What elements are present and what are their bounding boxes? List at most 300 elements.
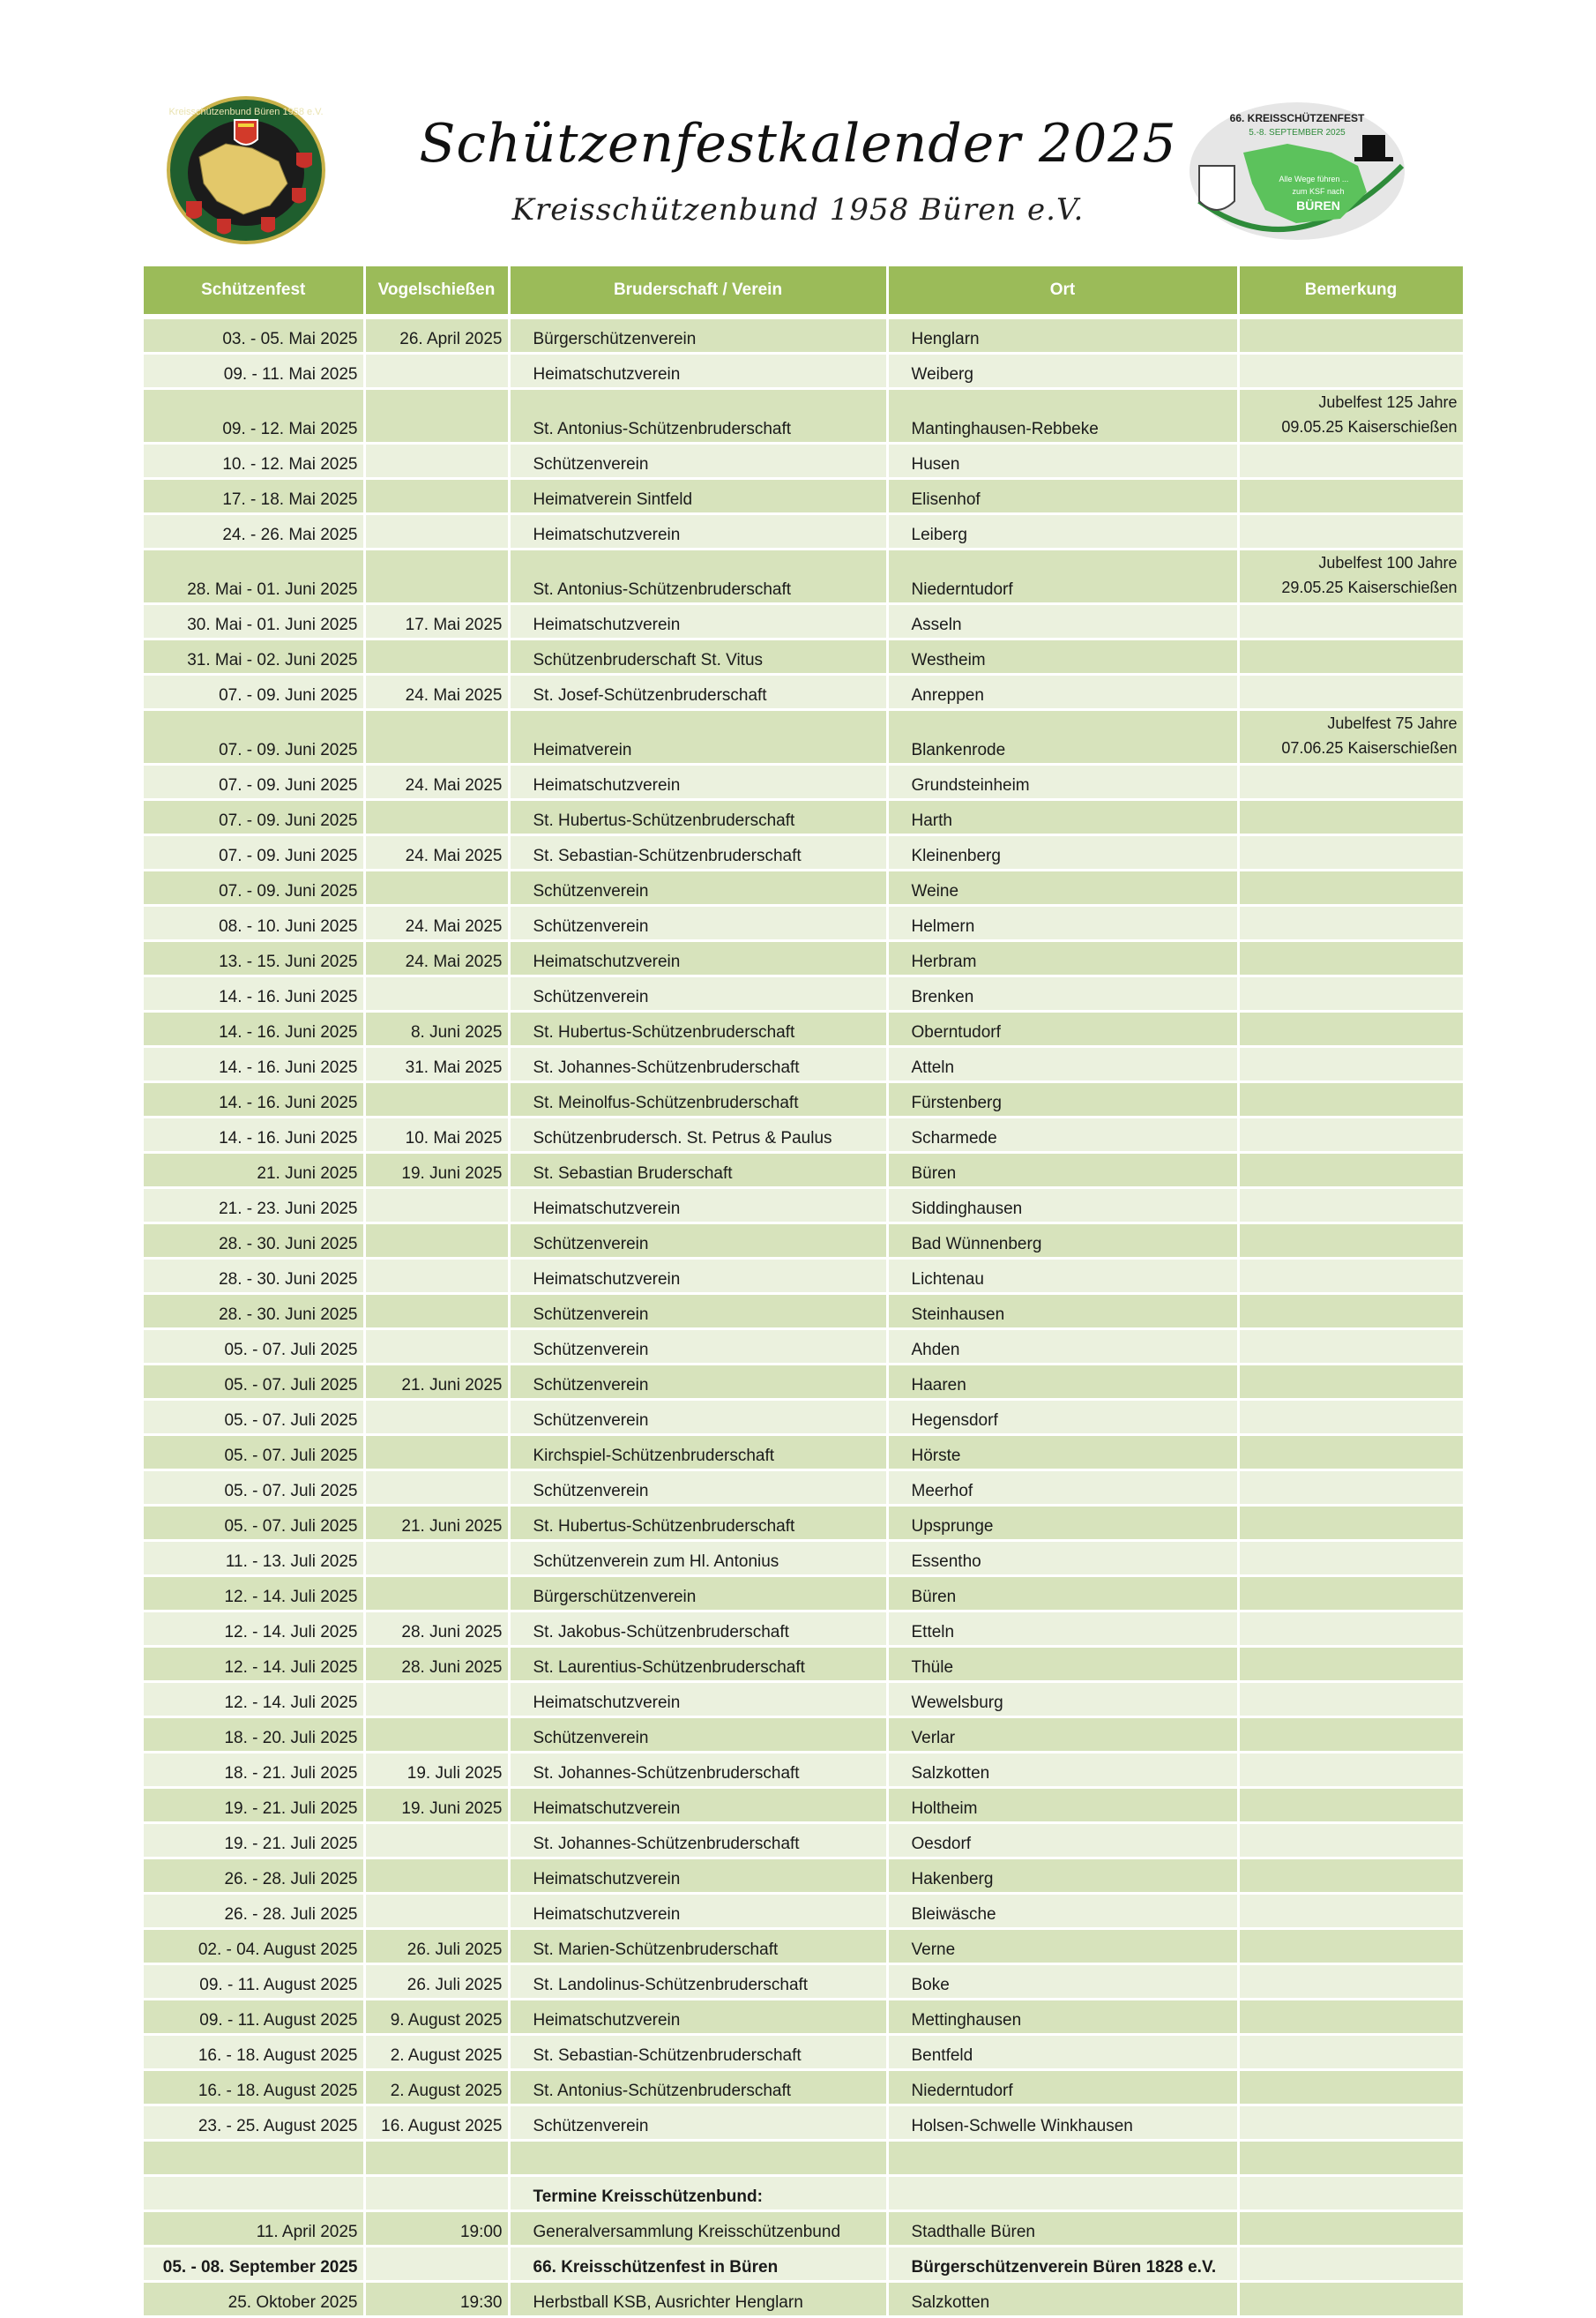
vogelschiessen-cell [364,976,509,1012]
ort-cell: Büren [887,1153,1238,1188]
vogelschiessen-cell: 19:30 [364,2282,509,2317]
date-cell: 26. - 28. Juli 2025 [144,1858,364,1894]
verein-cell: Heimatschutzverein [509,514,887,550]
verein-cell: St. Josef-Schützenbruderschaft [509,675,887,710]
verein-cell: Heimatverein [509,710,887,765]
table-row [144,444,1464,479]
date-cell: 05. - 07. Juli 2025 [144,1400,364,1435]
table-row [144,2000,1464,2035]
table-row [144,1223,1464,1259]
bemerkung-cell [1238,1365,1464,1400]
verein-cell: Heimatverein Sintfeld [509,479,887,514]
table-row [144,2141,1464,2176]
bemerkung-cell [1238,2035,1464,2070]
bemerkung-cell [1238,1153,1464,1188]
table-row [144,1964,1464,2000]
bemerkung-cell [1238,514,1464,550]
table-row [144,1012,1464,1047]
ort-cell: Salzkotten [887,1753,1238,1788]
table-row [144,2070,1464,2105]
ort-cell: Upsprunge [887,1506,1238,1541]
date-cell: 12. - 14. Juli 2025 [144,1647,364,1682]
date-cell: 07. - 09. Juni 2025 [144,675,364,710]
bemerkung-cell [1238,1082,1464,1118]
verein-cell: Schützenverein [509,1717,887,1753]
ort-cell: Grundsteinheim [887,765,1238,800]
vogelschiessen-cell [364,354,509,389]
vogelschiessen-cell [364,1329,509,1365]
bemerkung-line: Jubelfest 100 Jahre [1318,554,1458,572]
table-row [144,604,1464,639]
bemerkung-line: Jubelfest 75 Jahre [1327,714,1458,732]
vogelschiessen-cell: 31. Mai 2025 [364,1047,509,1082]
verein-cell: St. Antonius-Schützenbruderschaft [509,389,887,444]
table-row [144,1259,1464,1294]
ort-cell: Salzkotten [887,2282,1238,2317]
vogelschiessen-cell [364,800,509,835]
vogelschiessen-cell [364,1223,509,1259]
bemerkung-cell [1238,550,1464,604]
ort-cell: Anreppen [887,675,1238,710]
column-header-verein: Bruderschaft / Verein [509,266,887,317]
date-cell: 14. - 16. Juni 2025 [144,1012,364,1047]
verein-cell: Schützenverein [509,1223,887,1259]
table-row [144,1294,1464,1329]
table-row [144,1047,1464,1082]
verein-cell: Schützenbruderschaft St. Vitus [509,639,887,675]
verein-cell: St. Antonius-Schützenbruderschaft [509,550,887,604]
vogelschiessen-cell [364,550,509,604]
table-row [144,710,1464,765]
verein-cell: Schützenverein [509,444,887,479]
verein-cell: 66. Kreisschützenfest in Büren [509,2247,887,2282]
date-cell: 11. April 2025 [144,2211,364,2247]
verein-cell: Herbstball KSB, Ausrichter Henglarn [509,2282,887,2317]
ksb-event-row [144,2282,1464,2317]
verein-cell: Heimatschutzverein [509,941,887,976]
verein-cell: St. Sebastian-Schützenbruderschaft [509,835,887,871]
verein-cell: Schützenverein [509,2105,887,2141]
logo-right-line3: Alle Wege führen ... [1279,175,1349,183]
ort-cell: Etteln [887,1611,1238,1647]
vogelschiessen-cell [364,1188,509,1223]
column-header-bemerkung: Bemerkung [1238,266,1464,317]
bemerkung-cell [1238,1435,1464,1470]
date-cell: 12. - 14. Juli 2025 [144,1682,364,1717]
date-cell: 12. - 14. Juli 2025 [144,1576,364,1611]
verein-cell: St. Meinolfus-Schützenbruderschaft [509,1082,887,1118]
ort-cell [887,2176,1238,2211]
vogelschiessen-cell [364,871,509,906]
bemerkung-cell [1238,1294,1464,1329]
ort-cell: Leiberg [887,514,1238,550]
table-row [144,1470,1464,1506]
date-cell: 19. - 21. Juli 2025 [144,1788,364,1823]
date-cell: 25. Oktober 2025 [144,2282,364,2317]
verein-cell: Schützenbrudersch. St. Petrus & Paulus [509,1118,887,1153]
table-header-row [144,266,1464,317]
bemerkung-cell [1238,1858,1464,1894]
verein-cell: Bürgerschützenverein [509,317,887,354]
ort-cell: Husen [887,444,1238,479]
ort-cell: Kleinenberg [887,835,1238,871]
bemerkung-cell [1238,1717,1464,1753]
date-cell: 18. - 21. Juli 2025 [144,1753,364,1788]
date-cell: 16. - 18. August 2025 [144,2070,364,2105]
date-cell: 23. - 25. August 2025 [144,2105,364,2141]
table-row [144,675,1464,710]
ort-cell: Haaren [887,1365,1238,1400]
kreisschuetzenbund-logo-icon [164,95,328,245]
ort-cell: Holtheim [887,1788,1238,1823]
table-row [144,639,1464,675]
vogelschiessen-cell [364,710,509,765]
bemerkung-cell [1238,765,1464,800]
vogelschiessen-cell: 24. Mai 2025 [364,941,509,976]
table-row [144,1717,1464,1753]
verein-cell: St. Johannes-Schützenbruderschaft [509,1753,887,1788]
bemerkung-cell [1238,1400,1464,1435]
table-row [144,2105,1464,2141]
bemerkung-cell [1238,1964,1464,2000]
date-cell [144,2176,364,2211]
verein-cell: St. Sebastian-Schützenbruderschaft [509,2035,887,2070]
verein-cell: Schützenverein [509,1365,887,1400]
ort-cell: Mantinghausen-Rebbeke [887,389,1238,444]
date-cell: 28. - 30. Juni 2025 [144,1259,364,1294]
table-row [144,1435,1464,1470]
verein-cell: St. Johannes-Schützenbruderschaft [509,1047,887,1082]
date-cell: 11. - 13. Juli 2025 [144,1541,364,1576]
ort-cell: Niederntudorf [887,550,1238,604]
verein-cell: Schützenverein [509,1294,887,1329]
bemerkung-cell [1238,1259,1464,1294]
verein-cell: St. Hubertus-Schützenbruderschaft [509,1506,887,1541]
bemerkung-cell [1238,906,1464,941]
table-row [144,1929,1464,1964]
logo-right-line4: zum KSF nach [1292,187,1345,196]
table-row [144,800,1464,835]
vogelschiessen-cell [364,2141,509,2176]
verein-cell: St. Hubertus-Schützenbruderschaft [509,800,887,835]
bemerkung-cell [1238,1788,1464,1823]
date-cell: 21. Juni 2025 [144,1153,364,1188]
date-cell: 21. - 23. Juni 2025 [144,1188,364,1223]
verein-cell: Generalversammlung Kreisschützenbund [509,2211,887,2247]
bemerkung-cell [1238,354,1464,389]
vogelschiessen-cell: 16. August 2025 [364,2105,509,2141]
bemerkung-cell [1238,1470,1464,1506]
ort-cell: Blankenrode [887,710,1238,765]
table-row [144,1082,1464,1118]
vogelschiessen-cell: 24. Mai 2025 [364,765,509,800]
bemerkung-cell [1238,2211,1464,2247]
date-cell [144,2141,364,2176]
date-cell: 07. - 09. Juni 2025 [144,835,364,871]
bemerkung-cell [1238,2176,1464,2211]
table-row [144,835,1464,871]
verein-cell: St. Hubertus-Schützenbruderschaft [509,1012,887,1047]
vogelschiessen-cell: 2. August 2025 [364,2035,509,2070]
table-body [144,317,1464,2317]
ort-cell: Asseln [887,604,1238,639]
vogelschiessen-cell [364,1858,509,1894]
verein-cell: Heimatschutzverein [509,1682,887,1717]
bemerkung-cell [1238,479,1464,514]
vogelschiessen-cell [364,1259,509,1294]
column-header-schuetzenfest: Schützenfest [144,266,364,317]
date-cell: 28. - 30. Juni 2025 [144,1294,364,1329]
logo-left-text: Kreisschützenbund Büren 1958 e.V. [168,107,324,117]
verein-cell: St. Laurentius-Schützenbruderschaft [509,1647,887,1682]
logo-right-line1: 66. KREISSCHÜTZENFEST [1229,112,1365,124]
verein-cell: Kirchspiel-Schützenbruderschaft [509,1435,887,1470]
verein-cell: Heimatschutzverein [509,604,887,639]
verein-cell: Schützenverein [509,976,887,1012]
ort-cell: Westheim [887,639,1238,675]
bemerkung-line: 07.06.25 Kaiserschießen [1281,739,1458,757]
vogelschiessen-cell [364,1823,509,1858]
verein-cell: Schützenverein [509,1400,887,1435]
table-row [144,1858,1464,1894]
verein-cell: Schützenverein zum Hl. Antonius [509,1541,887,1576]
verein-cell: Heimatschutzverein [509,354,887,389]
vogelschiessen-cell [364,2247,509,2282]
bemerkung-cell [1238,1329,1464,1365]
date-cell: 24. - 26. Mai 2025 [144,514,364,550]
kreisschuetzenfest-logo-icon [1182,95,1413,247]
bemerkung-cell [1238,1188,1464,1223]
ort-cell: Bürgerschützenverein Büren 1828 e.V. [887,2247,1238,2282]
table-row [144,1118,1464,1153]
vogelschiessen-cell: 24. Mai 2025 [364,675,509,710]
ort-cell: Boke [887,1964,1238,2000]
verein-cell: St. Antonius-Schützenbruderschaft [509,2070,887,2105]
bemerkung-cell [1238,1012,1464,1047]
vogelschiessen-cell: 26. April 2025 [364,317,509,354]
table-row [144,1823,1464,1858]
bemerkung-line: 09.05.25 Kaiserschießen [1281,418,1458,436]
verein-cell: Schützenverein [509,871,887,906]
ort-cell: Weine [887,871,1238,906]
table-row [144,1365,1464,1400]
vogelschiessen-cell [364,1294,509,1329]
table-row [144,1753,1464,1788]
vogelschiessen-cell: 19. Juli 2025 [364,1753,509,1788]
ort-cell: Verne [887,1929,1238,1964]
bemerkung-cell [1238,1929,1464,1964]
table-row [144,765,1464,800]
table-row [144,1541,1464,1576]
column-header-ort: Ort [887,266,1238,317]
date-cell: 14. - 16. Juni 2025 [144,1047,364,1082]
verein-cell: Heimatschutzverein [509,1858,887,1894]
ort-cell: Helmern [887,906,1238,941]
table-row [144,550,1464,604]
verein-cell: Schützenverein [509,906,887,941]
verein-cell: Heimatschutzverein [509,1188,887,1223]
vogelschiessen-cell [364,1682,509,1717]
table-row [144,871,1464,906]
bemerkung-cell [1238,1047,1464,1082]
vogelschiessen-cell: 17. Mai 2025 [364,604,509,639]
ort-cell [887,2141,1238,2176]
vogelschiessen-cell: 21. Juni 2025 [364,1365,509,1400]
ksb-heading-row [144,2176,1464,2211]
table-row [144,1153,1464,1188]
table-row [144,1647,1464,1682]
vogelschiessen-cell: 8. Juni 2025 [364,1012,509,1047]
bemerkung-cell [1238,2141,1464,2176]
bemerkung-cell [1238,2105,1464,2141]
ort-cell: Stadthalle Büren [887,2211,1238,2247]
date-cell: 03. - 05. Mai 2025 [144,317,364,354]
date-cell: 07. - 09. Juni 2025 [144,871,364,906]
verein-cell [509,2141,887,2176]
page-title: Schützenfestkalender 2025 [419,113,1177,175]
bemerkung-cell [1238,1506,1464,1541]
vogelschiessen-cell [364,639,509,675]
vogelschiessen-cell: 28. Juni 2025 [364,1647,509,1682]
bemerkung-cell [1238,1118,1464,1153]
vogelschiessen-cell [364,1541,509,1576]
date-cell: 10. - 12. Mai 2025 [144,444,364,479]
table-row [144,389,1464,444]
vogelschiessen-cell: 19. Juni 2025 [364,1788,509,1823]
date-cell: 17. - 18. Mai 2025 [144,479,364,514]
table-row [144,2035,1464,2070]
ort-cell: Bentfeld [887,2035,1238,2070]
date-cell: 31. Mai - 02. Juni 2025 [144,639,364,675]
column-header-vogelschiessen: Vogelschießen [364,266,509,317]
table-row [144,941,1464,976]
table-row [144,1788,1464,1823]
vogelschiessen-cell: 10. Mai 2025 [364,1118,509,1153]
vogelschiessen-cell [364,389,509,444]
table-row [144,1188,1464,1223]
ort-cell: Hegensdorf [887,1400,1238,1435]
table-row [144,1576,1464,1611]
table-row [144,1400,1464,1435]
bemerkung-cell [1238,871,1464,906]
table-row [144,479,1464,514]
verein-cell: Heimatschutzverein [509,765,887,800]
ort-cell: Bad Wünnenberg [887,1223,1238,1259]
page-header [0,0,1596,265]
ort-cell: Hörste [887,1435,1238,1470]
verein-cell: St. Marien-Schützenbruderschaft [509,1929,887,1964]
vogelschiessen-cell [364,1894,509,1929]
bemerkung-cell [1238,604,1464,639]
ort-cell: Essentho [887,1541,1238,1576]
vogelschiessen-cell: 24. Mai 2025 [364,835,509,871]
date-cell: 09. - 11. Mai 2025 [144,354,364,389]
bemerkung-cell [1238,835,1464,871]
date-cell: 14. - 16. Juni 2025 [144,976,364,1012]
bemerkung-cell [1238,317,1464,354]
date-cell: 14. - 16. Juni 2025 [144,1082,364,1118]
date-cell: 18. - 20. Juli 2025 [144,1717,364,1753]
ort-cell: Weiberg [887,354,1238,389]
bemerkung-cell [1238,2000,1464,2035]
logo-right-line5: BÜREN [1296,198,1340,213]
ksb-event-row [144,2247,1464,2282]
date-cell: 09. - 11. August 2025 [144,2000,364,2035]
ort-cell: Meerhof [887,1470,1238,1506]
date-cell: 07. - 09. Juni 2025 [144,800,364,835]
date-cell: 19. - 21. Juli 2025 [144,1823,364,1858]
date-cell: 05. - 07. Juli 2025 [144,1435,364,1470]
verein-cell: Heimatschutzverein [509,1788,887,1823]
table-row [144,1894,1464,1929]
date-cell: 05. - 07. Juli 2025 [144,1365,364,1400]
ort-cell: Wewelsburg [887,1682,1238,1717]
verein-cell: Heimatschutzverein [509,1894,887,1929]
ort-cell: Thüle [887,1647,1238,1682]
vogelschiessen-cell [364,479,509,514]
verein-cell: Termine Kreisschützenbund: [509,2176,887,2211]
table-row [144,1682,1464,1717]
date-cell: 09. - 11. August 2025 [144,1964,364,2000]
date-cell: 05. - 07. Juli 2025 [144,1329,364,1365]
date-cell: 12. - 14. Juli 2025 [144,1611,364,1647]
verein-cell: Schützenverein [509,1329,887,1365]
bemerkung-cell [1238,675,1464,710]
date-cell: 07. - 09. Juni 2025 [144,710,364,765]
ort-cell: Herbram [887,941,1238,976]
festival-calendar-table [144,266,1465,2318]
ort-cell: Verlar [887,1717,1238,1753]
bemerkung-cell [1238,1894,1464,1929]
verein-cell: St. Landolinus-Schützenbruderschaft [509,1964,887,2000]
date-cell: 26. - 28. Juli 2025 [144,1894,364,1929]
ort-cell: Büren [887,1576,1238,1611]
bemerkung-cell [1238,976,1464,1012]
date-cell: 30. Mai - 01. Juni 2025 [144,604,364,639]
vogelschiessen-cell: 21. Juni 2025 [364,1506,509,1541]
ort-cell: Ahden [887,1329,1238,1365]
bemerkung-cell [1238,1541,1464,1576]
ort-cell: Elisenhof [887,479,1238,514]
verein-cell: Heimatschutzverein [509,1259,887,1294]
bemerkung-cell [1238,2282,1464,2317]
date-cell: 28. - 30. Juni 2025 [144,1223,364,1259]
vogelschiessen-cell: 26. Juli 2025 [364,1929,509,1964]
ort-cell: Oberntudorf [887,1012,1238,1047]
ort-cell: Niederntudorf [887,2070,1238,2105]
table-row [144,1329,1464,1365]
vogelschiessen-cell [364,1576,509,1611]
vogelschiessen-cell: 19. Juni 2025 [364,1153,509,1188]
table-row [144,1611,1464,1647]
bemerkung-line: Jubelfest 125 Jahre [1318,393,1458,411]
table-row [144,317,1464,354]
date-cell: 02. - 04. August 2025 [144,1929,364,1964]
bemerkung-cell [1238,1576,1464,1611]
ort-cell: Fürstenberg [887,1082,1238,1118]
vogelschiessen-cell: 28. Juni 2025 [364,1611,509,1647]
vogelschiessen-cell [364,2176,509,2211]
ort-cell: Harth [887,800,1238,835]
vogelschiessen-cell: 2. August 2025 [364,2070,509,2105]
bemerkung-cell [1238,2070,1464,2105]
verein-cell: St. Jakobus-Schützenbruderschaft [509,1611,887,1647]
ort-cell: Hakenberg [887,1858,1238,1894]
vogelschiessen-cell [364,444,509,479]
verein-cell: Heimatschutzverein [509,2000,887,2035]
bemerkung-cell [1238,800,1464,835]
page-subtitle: Kreisschützenbund 1958 Büren e.V. [511,192,1085,228]
